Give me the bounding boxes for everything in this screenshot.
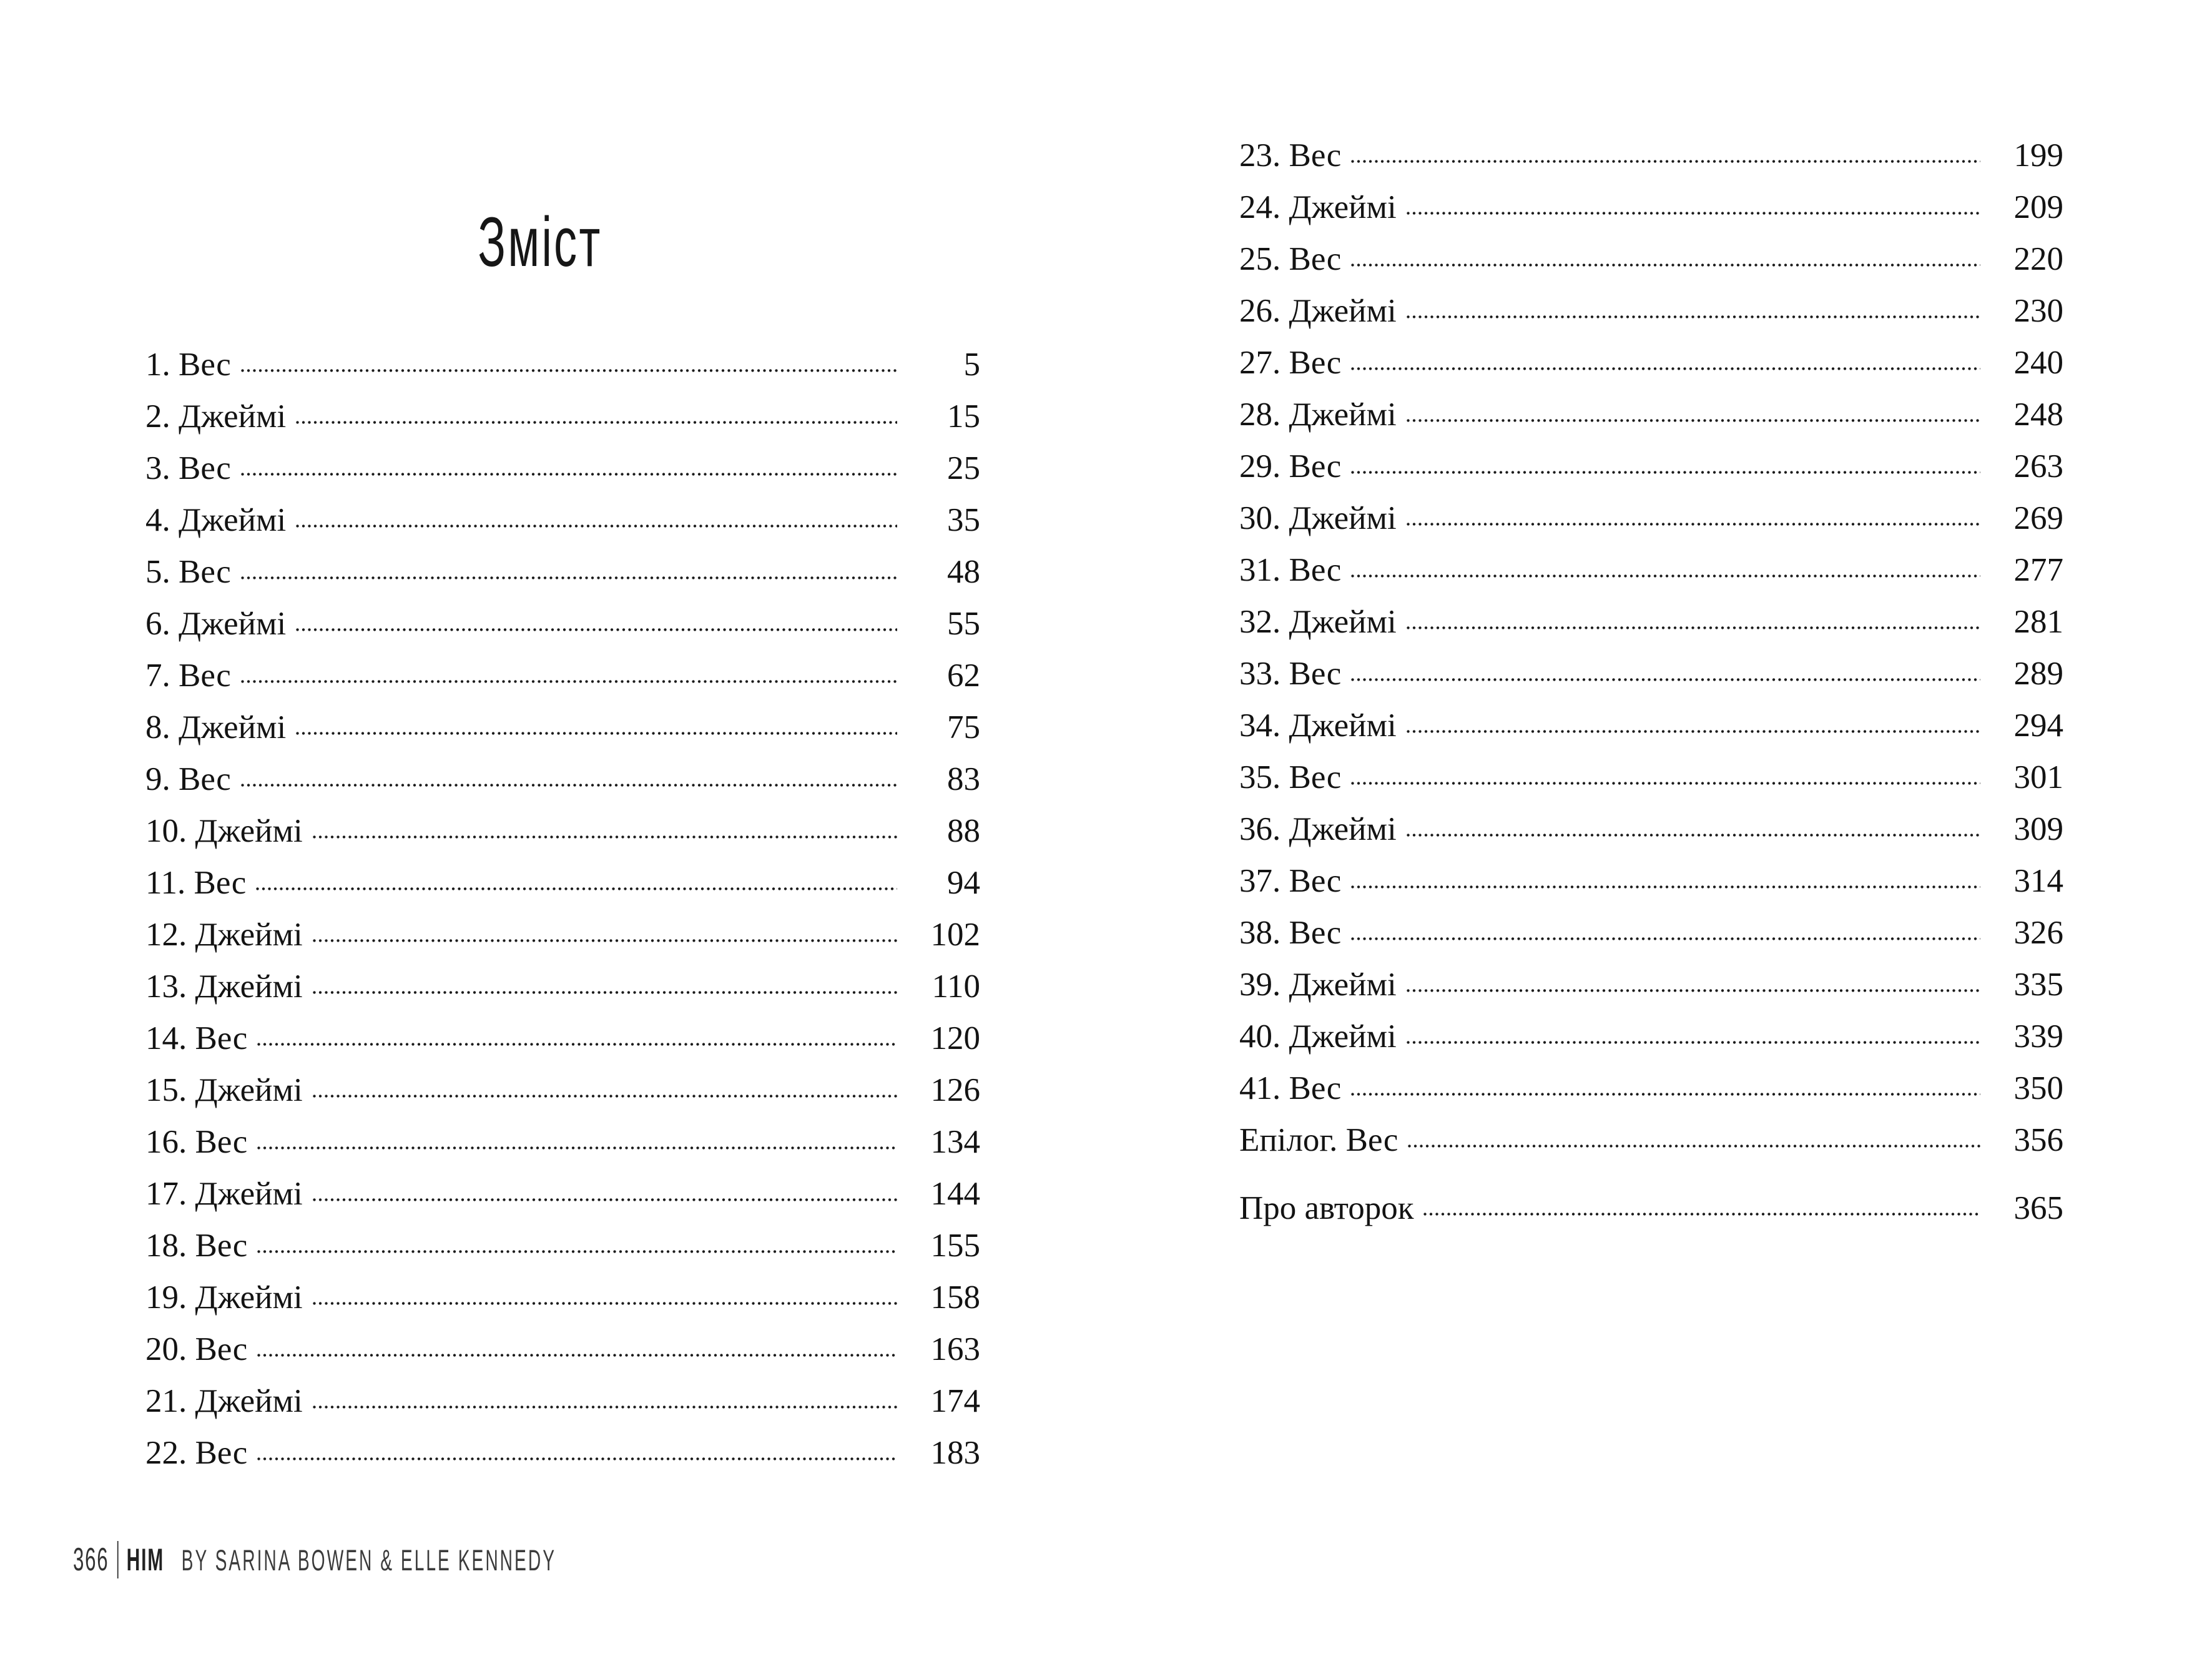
toc-entry[interactable]	[1239, 596, 2063, 648]
toc-entry[interactable]	[145, 909, 980, 961]
page-number: 126	[930, 1072, 980, 1108]
toc-entry[interactable]	[1239, 389, 2063, 441]
toc-entry[interactable]	[1239, 130, 2063, 182]
footer-byline: BY SARINA BOWEN & ELLE KENNEDY	[181, 1543, 557, 1577]
page-number: 248	[2013, 396, 2063, 433]
chapter-title: 20. Вес	[145, 1331, 248, 1367]
chapter-title: 37. Вес	[1239, 863, 1342, 899]
dotted-leader	[241, 473, 897, 476]
chapter-title: 9. Вес	[145, 761, 231, 797]
chapter-title: 11. Вес	[145, 865, 247, 901]
toc-column-left	[145, 339, 980, 1479]
chapter-title: 2. Джеймі	[145, 398, 287, 435]
toc-entry[interactable]	[1239, 285, 2063, 337]
chapter-title: 33. Вес	[1239, 656, 1342, 692]
dotted-leader	[313, 1095, 897, 1098]
dotted-leader	[296, 524, 897, 528]
page-number: 88	[947, 813, 980, 849]
toc-entry[interactable]	[1239, 804, 2063, 855]
toc-entry[interactable]	[145, 1376, 980, 1427]
dotted-leader	[257, 1457, 897, 1460]
page-number: 269	[2013, 500, 2063, 536]
chapter-title: 39. Джеймі	[1239, 967, 1397, 1003]
chapter-title: 7. Вес	[145, 657, 231, 694]
dotted-leader	[296, 732, 897, 735]
dotted-leader	[1351, 937, 1980, 940]
toc-entry[interactable]	[145, 495, 980, 546]
toc-entry[interactable]	[145, 1116, 980, 1168]
dotted-leader	[313, 835, 897, 839]
toc-entry[interactable]	[1239, 1183, 2063, 1234]
page-number: 281	[2013, 604, 2063, 640]
dotted-leader	[241, 784, 897, 787]
dotted-leader	[1407, 523, 1980, 526]
chapter-title: 23. Вес	[1239, 137, 1342, 174]
chapter-title: 21. Джеймі	[145, 1383, 303, 1419]
dotted-leader	[1407, 419, 1980, 422]
chapter-title: 1. Вес	[145, 347, 231, 383]
dotted-leader	[313, 1302, 897, 1305]
page-number: 110	[931, 968, 980, 1005]
page-number: 263	[2013, 448, 2063, 485]
chapter-title: 3. Вес	[145, 450, 231, 486]
dotted-leader	[1407, 1041, 1980, 1044]
page-number: 335	[2013, 967, 2063, 1003]
chapter-title: 14. Вес	[145, 1020, 248, 1056]
toc-entry[interactable]	[145, 650, 980, 702]
toc-entry[interactable]	[145, 1220, 980, 1272]
chapter-title: 34. Джеймі	[1239, 707, 1397, 744]
page-number: 102	[930, 917, 980, 953]
page-number: 62	[947, 657, 980, 694]
toc-entry[interactable]	[1239, 234, 2063, 285]
chapter-title: 38. Вес	[1239, 915, 1342, 951]
toc-entry[interactable]	[145, 1013, 980, 1065]
dotted-leader	[1351, 471, 1980, 474]
page-number: 326	[2013, 915, 2063, 951]
footer-book-title: HIM	[126, 1542, 165, 1577]
page-number: 48	[947, 554, 980, 590]
chapter-title: 4. Джеймі	[145, 502, 287, 538]
dotted-leader	[313, 939, 897, 942]
toc-entry[interactable]	[145, 443, 980, 495]
dotted-leader	[241, 680, 897, 683]
toc-entry[interactable]	[1239, 1011, 2063, 1063]
toc-entry[interactable]	[145, 1427, 980, 1479]
chapter-title: 5. Вес	[145, 554, 231, 590]
toc-entry[interactable]	[145, 339, 980, 391]
page-number: 220	[2013, 241, 2063, 277]
toc-entry[interactable]	[1239, 1063, 2063, 1115]
toc-entry[interactable]	[1239, 544, 2063, 596]
chapter-title: 40. Джеймі	[1239, 1018, 1397, 1055]
page-number: 158	[930, 1279, 980, 1316]
chapter-title: 15. Джеймі	[145, 1072, 303, 1108]
dotted-leader	[1408, 1145, 1980, 1148]
page-number: 155	[930, 1228, 980, 1264]
toc-entry[interactable]	[145, 598, 980, 650]
page-number: 289	[2013, 656, 2063, 692]
dotted-leader	[1407, 626, 1980, 629]
chapter-title: 6. Джеймі	[145, 606, 287, 642]
page-number: 174	[930, 1383, 980, 1419]
toc-entry[interactable]	[145, 1065, 980, 1116]
chapter-title: 32. Джеймі	[1239, 604, 1397, 640]
page-number: 35	[947, 502, 980, 538]
toc-column-right	[1239, 130, 2063, 1234]
chapter-title: 17. Джеймі	[145, 1176, 303, 1212]
toc-entry[interactable]	[1239, 493, 2063, 544]
dotted-leader	[256, 887, 897, 890]
dotted-leader	[1407, 315, 1980, 318]
dotted-leader	[1351, 367, 1980, 370]
page-number: 120	[930, 1020, 980, 1056]
chapter-title: Про авторок	[1239, 1190, 1414, 1226]
page-number: 183	[930, 1435, 980, 1471]
dotted-leader	[257, 1146, 897, 1149]
footer-page-number: 366	[73, 1542, 109, 1578]
toc-entry[interactable]	[145, 702, 980, 754]
dotted-leader	[1351, 160, 1980, 163]
chapter-title: 12. Джеймі	[145, 917, 303, 953]
chapter-title: 41. Вес	[1239, 1070, 1342, 1106]
page-number: 209	[2013, 189, 2063, 225]
dotted-leader	[1351, 678, 1980, 681]
page-number: 277	[2013, 552, 2063, 588]
chapter-title: 35. Вес	[1239, 759, 1342, 795]
chapter-title: 16. Вес	[145, 1124, 248, 1160]
page-number: 314	[2013, 863, 2063, 899]
toc-entry[interactable]	[145, 546, 980, 598]
toc-entry[interactable]	[1239, 648, 2063, 700]
page-number: 94	[947, 865, 980, 901]
dotted-leader	[1351, 885, 1980, 889]
page-number: 339	[2013, 1018, 2063, 1055]
toc-entry[interactable]	[1239, 700, 2063, 752]
chapter-title: 26. Джеймі	[1239, 293, 1397, 329]
page-footer	[73, 1541, 556, 1578]
toc-entry[interactable]	[1239, 907, 2063, 959]
page-number: 134	[930, 1124, 980, 1160]
chapter-title: 36. Джеймі	[1239, 811, 1397, 847]
toc-entry[interactable]	[1239, 337, 2063, 389]
chapter-title: 10. Джеймі	[145, 813, 303, 849]
dotted-leader	[1407, 989, 1980, 992]
toc-entry[interactable]	[145, 805, 980, 857]
page-number: 5	[963, 347, 980, 383]
dotted-leader	[1351, 263, 1980, 267]
page-number: 15	[947, 398, 980, 435]
toc-entry[interactable]	[145, 961, 980, 1013]
chapter-title: 18. Вес	[145, 1228, 248, 1264]
chapter-title: 29. Вес	[1239, 448, 1342, 485]
page-number: 163	[930, 1331, 980, 1367]
page-number: 309	[2013, 811, 2063, 847]
page-number: 294	[2013, 707, 2063, 744]
toc-entry[interactable]	[1239, 855, 2063, 907]
chapter-title: 27. Вес	[1239, 345, 1342, 381]
toc-entry[interactable]	[145, 1272, 980, 1324]
page-number: 301	[2013, 759, 2063, 795]
dotted-leader	[1351, 782, 1980, 785]
page-number: 350	[2013, 1070, 2063, 1106]
chapter-title: 13. Джеймі	[145, 968, 303, 1005]
page-number: 199	[2013, 137, 2063, 174]
chapter-title: Епілог. Вес	[1239, 1122, 1398, 1158]
chapter-title: 30. Джеймі	[1239, 500, 1397, 536]
page-number: 75	[947, 709, 980, 746]
toc-entry[interactable]	[145, 754, 980, 805]
page-number: 230	[2013, 293, 2063, 329]
footer-divider	[117, 1541, 119, 1578]
toc-entry[interactable]	[1239, 182, 2063, 234]
chapter-title: 28. Джеймі	[1239, 396, 1397, 433]
toc-entry[interactable]	[145, 1324, 980, 1376]
dotted-leader	[241, 576, 897, 579]
dotted-leader	[1351, 1093, 1980, 1096]
dotted-leader	[313, 991, 897, 994]
dotted-leader	[296, 628, 897, 631]
chapter-title: 19. Джеймі	[145, 1279, 303, 1316]
chapter-title: 22. Вес	[145, 1435, 248, 1471]
chapter-title: 25. Вес	[1239, 241, 1342, 277]
dotted-leader	[257, 1250, 897, 1253]
dotted-leader	[1423, 1213, 1980, 1216]
chapter-title: 8. Джеймі	[145, 709, 287, 746]
toc-entry[interactable]	[1239, 441, 2063, 493]
toc-entry[interactable]	[1239, 1115, 2063, 1166]
toc-entry[interactable]	[145, 857, 980, 909]
dotted-leader	[241, 369, 897, 372]
dotted-leader	[313, 1405, 897, 1409]
page-number: 356	[2013, 1122, 2063, 1158]
chapter-title: 24. Джеймі	[1239, 189, 1397, 225]
page-number: 25	[947, 450, 980, 486]
page-number: 55	[947, 606, 980, 642]
toc-entry[interactable]	[1239, 959, 2063, 1011]
chapter-title: 31. Вес	[1239, 552, 1342, 588]
page-number: 144	[930, 1176, 980, 1212]
dotted-leader	[296, 421, 897, 424]
dotted-leader	[1407, 730, 1980, 733]
toc-entry[interactable]	[145, 1168, 980, 1220]
page-number: 365	[2013, 1190, 2063, 1226]
page-number: 240	[2013, 345, 2063, 381]
dotted-leader	[1407, 834, 1980, 837]
toc-entry[interactable]	[1239, 752, 2063, 804]
dotted-leader	[257, 1043, 897, 1046]
page-number: 83	[947, 761, 980, 797]
dotted-leader	[1351, 574, 1980, 578]
dotted-leader	[313, 1198, 897, 1201]
dotted-leader	[1407, 212, 1980, 215]
toc-entry[interactable]	[145, 391, 980, 443]
dotted-leader	[257, 1354, 897, 1357]
page-title: Зміст	[478, 203, 602, 281]
